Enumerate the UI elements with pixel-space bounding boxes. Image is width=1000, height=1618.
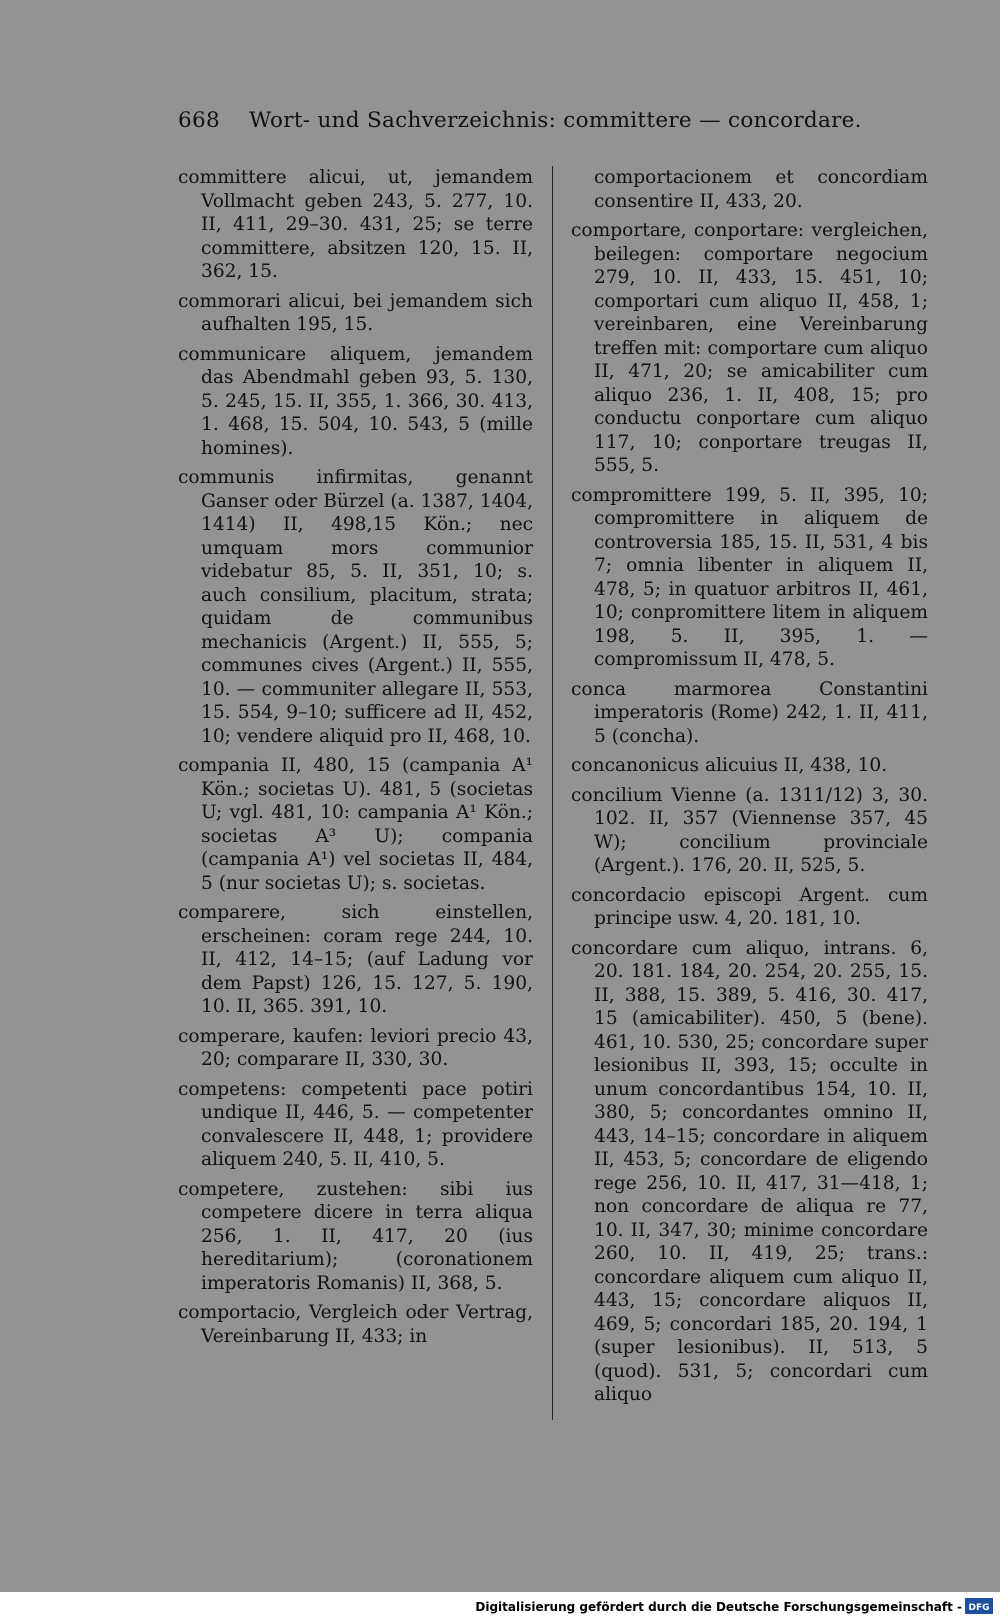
footer-bar: [0, 1592, 1000, 1618]
page-number: 668: [178, 108, 220, 133]
dfg-logo-icon: [965, 1598, 993, 1614]
right-column: [571, 166, 928, 1413]
index-entry: committere alicui, ut, jemandem Vollmacht geben 243, 5. 277, 10. II, 411, 29–30. 431, 25; se terre committere, absitzen 120, 15. II, 362, 15.: [178, 167, 533, 282]
index-entry: comportacio, Vergleich oder Vertrag, Vereinbarung II, 433; in: [178, 1302, 533, 1347]
index-entry: comparere, sich einstellen, erscheinen: coram rege 244, 10. II, 412, 14–15; (auf Ladung vor dem Papst) 126, 15. 127, 5. 190, 10. II, 365. 391, 10.: [178, 902, 533, 1017]
index-entry: communis infirmitas, genannt Ganser oder Bürzel (a. 1387, 1404, 1414) II, 498,15 Kön.; nec umquam mors communior videbatur 85, 5. II, 351, 10; s. auch consilium, placitum, strata; quidam de communibus mechanicis (Argent.) II, 555, 5; communes cives (Argent.) II, 555, 10. — communiter allegare II, 553, 15. 554, 9–10; sufficere ad II, 452, 10; vendere aliquid pro II, 468, 10.: [178, 467, 533, 747]
index-entry: competens: competenti pace potiri undique II, 446, 5. — competenter convalescere II, 448, 1; providere aliquem 240, 5. II, 410, 5.: [178, 1078, 533, 1170]
index-entry: commorari alicui, bei jemandem sich aufhalten 195, 15.: [178, 290, 533, 335]
left-column: [178, 166, 533, 1354]
index-entry: conca marmorea Constantini imperatoris (Rome) 242, 1. II, 411, 5 (concha).: [571, 678, 928, 747]
funding-notice: Digitalisierung gefördert durch die Deutsche Forschungsgemeinschaft -: [475, 1600, 962, 1614]
column-divider: [552, 166, 553, 1420]
index-entry: comportare, conportare: vergleichen, beilegen: comportare negocium 279, 10. II, 433, 15. 451, 10; comportari cum aliquo II, 458, 1; vereinbaren, eine Vereinbarung treffen mit: comportare cum aliquo II, 471, 20; se amicabiliter cum aliquo 236, 1. II, 408, 15; pro conductu conportare cum aliquo 117, 10; conportare treugas II, 555, 5.: [571, 220, 928, 476]
index-entry: concanonicus alicuius II, 438, 10.: [571, 755, 888, 776]
index-entry: concordare cum aliquo, intrans. 6, 20. 181. 184, 20. 254, 20. 255, 15. II, 388, 15. 389, 5. 416, 30. 417, 15 (amicabiliter). 450, 5 (bene). 461, 10. 530, 25; concordare super lesionibus II, 393, 15; occulte in unum concordantibus 154, 10. II, 380, 5; concordantes omnino II, 443, 14–15; concordare in aliquem II, 453, 5; concordare de eligendo rege 256, 10. II, 417, 31—418, 1; non concordare de aliqua re 77, 10. II, 347, 30; minime concordare 260, 10. II, 419, 25; trans.: concordare aliquem cum aliquo II, 443, 15; concordare aliquos II, 469, 5; concordari 185, 20. 194, 1 (super lesionibus). II, 513, 5 (quod). 531, 5; concordari cum aliquo: [571, 937, 928, 1405]
index-entry: compania II, 480, 15 (campania A¹ Kön.; societas U). 481, 5 (societas U; vgl. 481, 10: campania A¹ Kön.; societas A³ U); compania (campania A¹) vel societas II, 484, 5 (nur societas U); s. societas.: [178, 755, 533, 894]
index-entry: compromittere 199, 5. II, 395, 10; compromittere in aliquem de controversia 185, 15. II, 531, 4 bis 7; omnia libenter in aliquem II, 478, 5; in quatuor arbitros II, 461, 10; conpromittere litem in aliquem 198, 5. II, 395, 1. — compromissum II, 478, 5.: [571, 484, 928, 670]
index-entry: concordacio episcopi Argent. cum principe usw. 4, 20. 181, 10.: [571, 884, 928, 929]
index-entry: communicare aliquem, jemandem das Abendmahl geben 93, 5. 130, 5. 245, 15. II, 355, 1. 366, 30. 413, 1. 468, 15. 504, 10. 543, 5 (mille homines).: [178, 343, 533, 459]
svg-text:DFG: DFG: [968, 1603, 990, 1613]
page-header: [178, 108, 862, 133]
index-entry-continuation: comportacionem et concordiam consentire II, 433, 20.: [594, 167, 928, 212]
index-entry: comperare, kaufen: leviori precio 43, 20; comparare II, 330, 30.: [178, 1025, 533, 1070]
page-title: Wort- und Sachverzeichnis: committere — concordare.: [249, 108, 862, 133]
index-entry: competere, zustehen: sibi ius competere dicere in terra aliqua 256, 1. II, 417, 20 (ius hereditarium); (coronationem imperatoris Romanis) II, 368, 5.: [178, 1178, 533, 1294]
index-entry: concilium Vienne (a. 1311/12) 3, 30. 102. II, 357 (Viennense 357, 45 W); concilium provinciale (Argent.). 176, 20. II, 525, 5.: [571, 784, 928, 876]
